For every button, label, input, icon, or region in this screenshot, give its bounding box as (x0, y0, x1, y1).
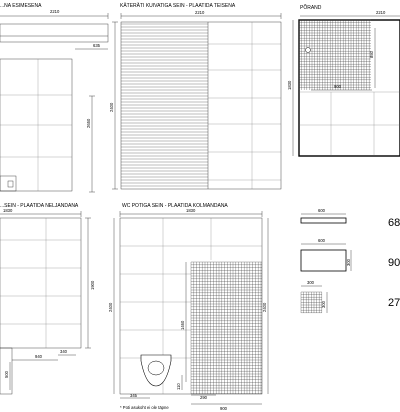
legend-3-width: 300 (307, 280, 314, 285)
wc-wall-mosaic-width: 900 (220, 406, 227, 411)
floor-panel (287, 4, 400, 156)
fourth-wall-dim-340: 340 (60, 349, 67, 354)
toilet-icon (141, 355, 171, 386)
wc-wall-dim-345: 345 (130, 393, 137, 398)
fourth-wall-height-dim: 1900 (90, 280, 95, 290)
floor-depth-dim: 1830 (287, 80, 292, 90)
fourth-wall-width-dim: 1830 (3, 208, 13, 213)
wc-wall-panel (108, 203, 268, 411)
legend-1-label: 68 (388, 217, 400, 229)
floor-title: PÕRAND (300, 5, 322, 11)
legend-2-height: 300 (346, 259, 351, 266)
towel-wall-height-dim: 2400 (109, 102, 114, 112)
towel-wall-panel (109, 2, 281, 189)
wc-wall-mosaic (191, 262, 262, 394)
legend-2-width: 600 (318, 238, 325, 243)
floor-dim-a: 900 (334, 84, 341, 89)
floor-dim-b: 850 (369, 51, 374, 58)
legend-1-tile (301, 218, 346, 223)
towel-wall-title: KÄTERÄTI KUIVATIGA SEIN - PLAATIDA TEISENA (120, 3, 236, 9)
legend-2-tile (301, 250, 346, 271)
fourth-wall-panel (0, 203, 95, 394)
front-wall-title: ...NA ESIMESENA (0, 3, 42, 9)
wc-wall-left-height: 2400 (108, 302, 113, 312)
legend-3-tile (301, 292, 322, 313)
wc-wall-mosaic-height: 1460 (180, 320, 185, 330)
tile-legend (301, 208, 400, 313)
wc-wall-dim-290: 290 (200, 395, 207, 400)
floor-drain-icon (306, 48, 311, 53)
wc-wall-right-height: 2400 (262, 302, 267, 312)
towel-wall-width-dim: 2210 (195, 10, 205, 15)
wc-wall-width-dim: 1830 (186, 208, 196, 213)
wc-wall-dim-110: 110 (176, 383, 181, 390)
front-wall-height-dim: 2650 (86, 118, 91, 128)
legend-3-label: 27 (388, 297, 400, 309)
legend-1-width: 600 (318, 208, 325, 213)
front-wall-panel (0, 3, 108, 192)
fourth-wall-title: ...SEIN - PLAATIDA NELJANDANA (0, 203, 79, 209)
legend-3-height: 300 (321, 301, 326, 308)
fourth-wall-dim-940: 940 (35, 354, 42, 359)
front-wall-width-dim: 2210 (50, 9, 60, 14)
fourth-wall-dim-500: 500 (4, 371, 9, 378)
front-wall-part-dim: 635 (93, 43, 100, 48)
towel-wall-stripes (121, 24, 208, 186)
wc-wall-note: * Poti asukoht ei ole täpne (120, 405, 169, 410)
floor-width-dim: 2210 (376, 10, 386, 15)
floor-mosaic (299, 20, 371, 90)
legend-2-label-visible: 90 (388, 257, 400, 269)
wc-wall-title: WC POTIGA SEIN - PLAATIDA KOLMANDANA (122, 203, 228, 209)
